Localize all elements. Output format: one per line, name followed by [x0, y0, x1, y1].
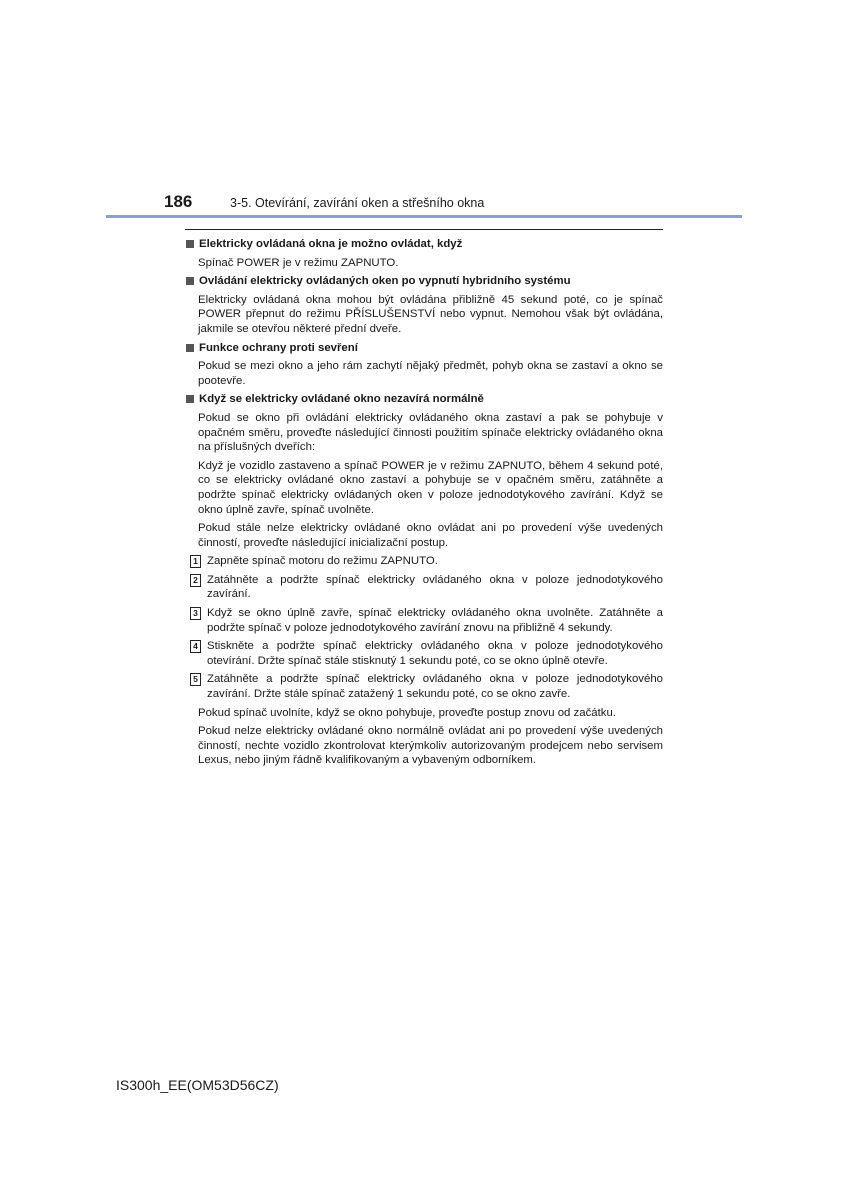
- section-title: 3-5. Otevírání, zavírání oken a střešního okna: [230, 196, 485, 210]
- section-paragraph: Pokud nelze elektricky ovládané okno normálně ovládat ani po provedení výše uvedených činností, nechte vozidlo zkontrolovat kterýmkoliv autorizovaným prodejcem nebo servisem Lexus, nebo jiným řádně kvalifikovaným a vybaveným odborníkem.: [198, 725, 663, 767]
- section-windows-operable: [185, 237, 663, 270]
- section-heading: Elektricky ovládaná okna je možno ovládat, když: [199, 238, 463, 250]
- content-top-rule: [185, 229, 663, 230]
- step-number-badge: 4: [190, 640, 201, 653]
- step-text: Když se okno úplně zavře, spínač elektricky ovládaného okna uvolněte. Zatáhněte a podržte spínač v poloze jednodotykového zavírání znovu na přibližně 4 sekundy.: [207, 607, 663, 634]
- procedure-step: [190, 573, 663, 602]
- square-bullet-icon: [186, 344, 194, 352]
- procedure-step: [190, 639, 663, 668]
- section-heading: Ovládání elektricky ovládaných oken po vypnutí hybridního systému: [199, 275, 571, 288]
- procedure-step: [190, 606, 663, 635]
- section-paragraph: Pokud se okno při ovládání elektricky ovládaného okna zastaví a pak se pohybuje v opačném směru, proveďte následující činnosti použitím spínače elektricky ovládaného okna na příslušných dveřích:: [198, 411, 663, 454]
- square-bullet-icon: [186, 277, 194, 285]
- step-text: Stiskněte a podržte spínač elektricky ovládaného okna v poloze jednodotykového otevírání. Držte spínač stále stisknutý 1 sekundu poté, co se okno úplně otevře.: [207, 640, 663, 667]
- section-paragraph: Elektricky ovládaná okna mohou být ovládána přibližně 45 sekund poté, co je spínač POWER přepnut do režimu PŘÍSLUŠENSTVÍ nebo vypnut. Nemohou však být ovládána, jakmile se otevřou některé přední dveře.: [198, 293, 663, 335]
- document-code: IS300h_EE(OM53D56CZ): [116, 1077, 279, 1093]
- step-number-badge: 5: [190, 673, 201, 686]
- square-bullet-icon: [186, 395, 194, 403]
- section-paragraph: Pokud spínač uvolníte, když se okno pohybuje, proveďte postup znovu od začátku.: [198, 706, 616, 719]
- section-heading: Funkce ochrany proti sevření: [199, 341, 358, 354]
- section-after-hybrid-off: [185, 274, 663, 336]
- section-jam-protection: [185, 341, 663, 389]
- step-number-badge: 3: [190, 607, 201, 620]
- page-header: [0, 188, 848, 218]
- page-number: 186: [164, 192, 193, 211]
- section-heading: Když se elektricky ovládané okno nezavírá normálně: [199, 393, 484, 406]
- section-paragraph: Pokud se mezi okno a jeho rám zachytí nějaký předmět, pohyb okna se zastaví a okno se pootevře.: [198, 360, 663, 387]
- section-paragraph: Když je vozidlo zastaveno a spínač POWER je v režimu ZAPNUTO, během 4 sekund poté, co se elektricky ovládané okno zastaví a pohybuje se v opačném směru, zatáhněte a podržte spínač elektricky ovládaných oken v poloze jednodotykového zavírání. Když se okno úplně zavře, spínač uvolněte.: [198, 459, 663, 516]
- step-text: Zatáhněte a podržte spínač elektricky ovládaného okna v poloze jednodotykového zavírání.: [207, 573, 663, 601]
- section-window-not-closing: [185, 392, 663, 768]
- section-paragraph: Pokud stále nelze elektricky ovládané okno ovládat ani po provedení výše uvedených činností, proveďte následující inicializační postup.: [198, 522, 663, 549]
- procedure-step: [190, 554, 663, 569]
- square-bullet-icon: [186, 240, 194, 248]
- section-paragraph: Spínač POWER je v režimu ZAPNUTO.: [198, 256, 399, 269]
- step-number-badge: 2: [190, 574, 201, 587]
- header-rule: [106, 215, 742, 218]
- step-text: Zatáhněte a podržte spínač elektricky ovládaného okna v poloze jednodotykového zavírání. Držte stále spínač zatažený 1 sekundu poté, co se okno zavře.: [207, 673, 663, 701]
- step-number-badge: 1: [190, 555, 201, 568]
- procedure-step: [190, 672, 663, 701]
- page-content: [185, 237, 663, 772]
- step-text: Zapněte spínač motoru do režimu ZAPNUTO.: [207, 555, 438, 568]
